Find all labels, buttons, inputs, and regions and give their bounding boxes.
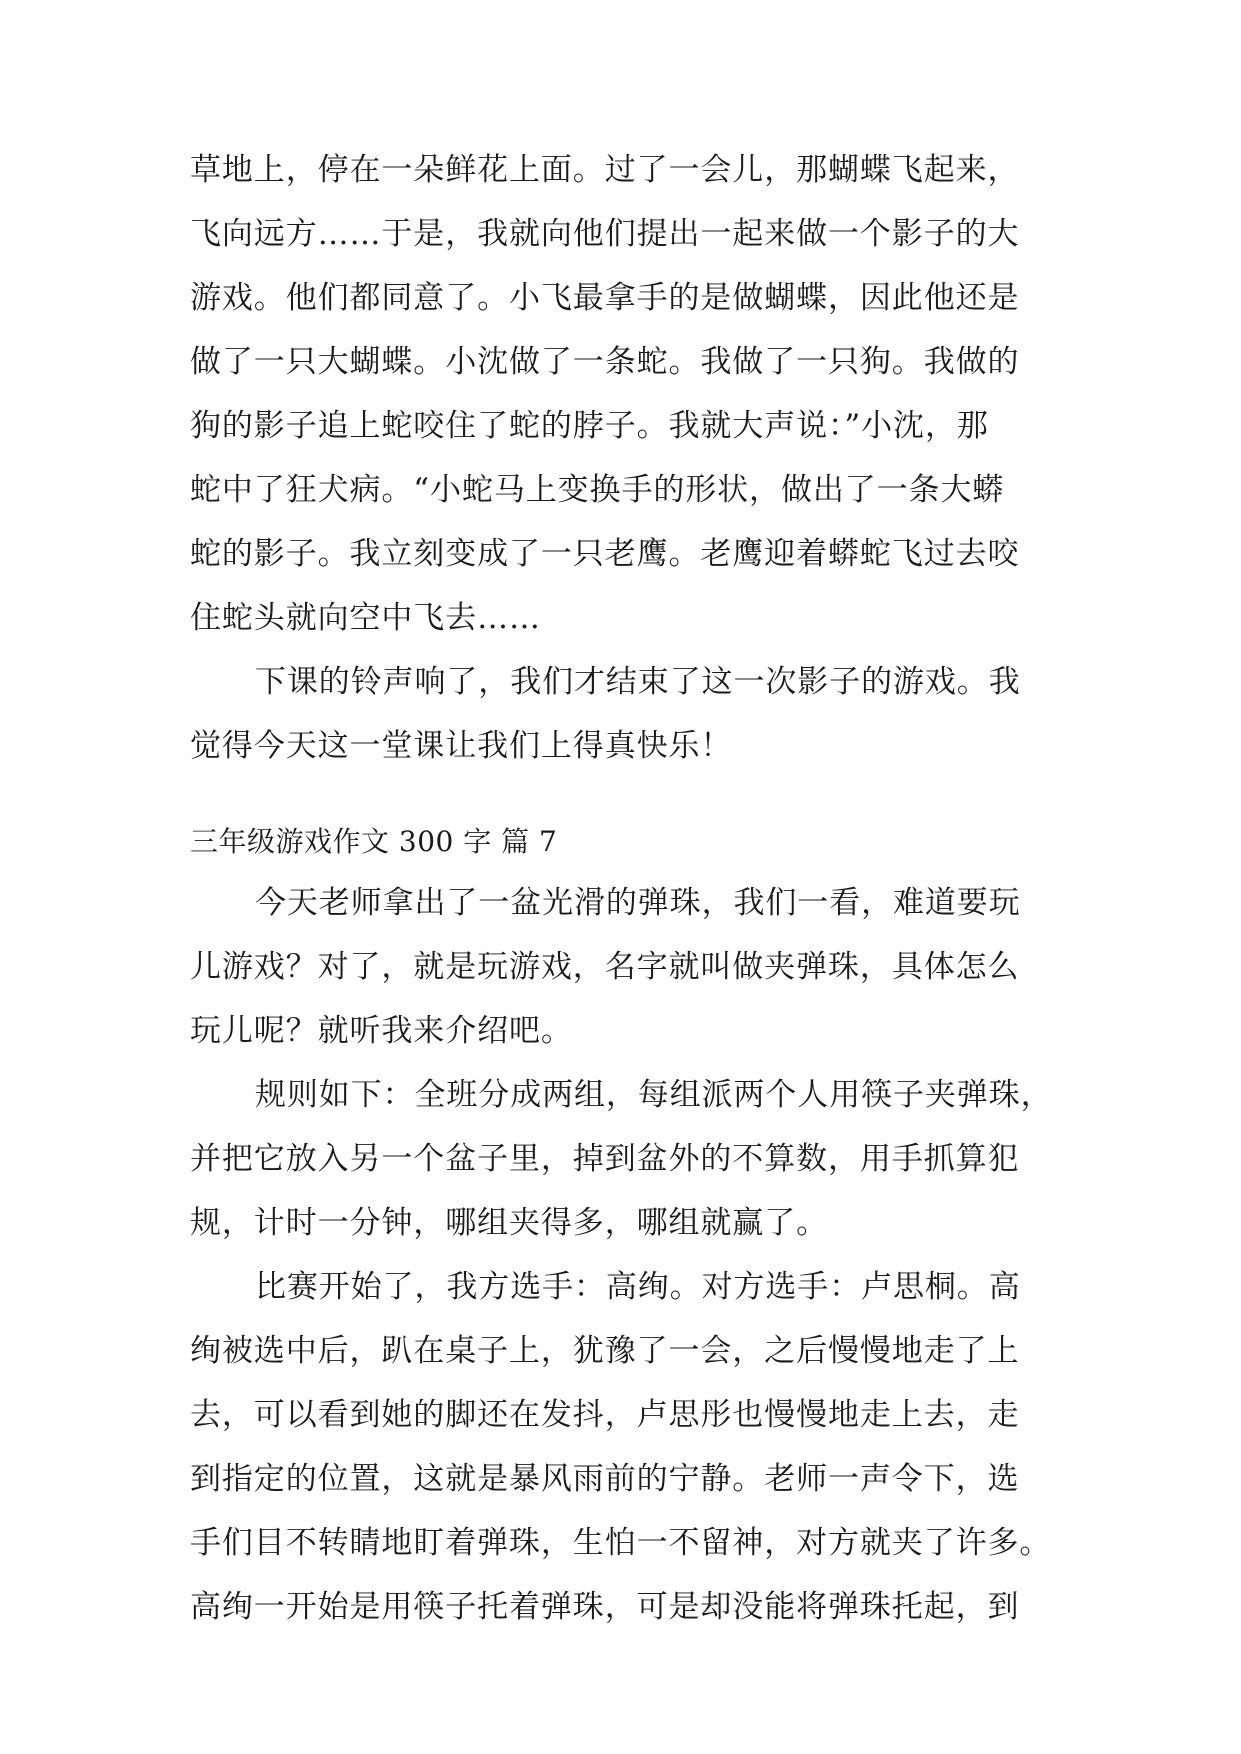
text-line: 觉得今天这一堂课让我们上得真快乐！: [190, 728, 733, 764]
text-line: 飞向远方……于是，我就向他们提出一起来做一个影子的大: [190, 216, 1020, 252]
text-line: 规则如下：全班分成两组，每组派两个人用筷子夹弹珠，: [255, 1077, 1053, 1113]
text-line: 儿游戏？对了，就是玩游戏，名字就叫做夹弹珠，具体怎么: [190, 949, 1020, 985]
text-line: 草地上，停在一朵鲜花上面。过了一会儿，那蝴蝶飞起来，: [190, 152, 1020, 188]
text-line: 做了一只大蝴蝶。小沈做了一条蛇。我做了一只狗。我做的: [190, 344, 1020, 380]
text-line: 绚被选中后，趴在桌子上，犹豫了一会，之后慢慢地走了上: [190, 1333, 1020, 1369]
text-line: 比赛开始了，我方选手：高绚。对方选手：卢思桐。高: [255, 1269, 1021, 1305]
text-line: 手们目不转睛地盯着弹珠，生怕一不留神，对方就夹了许多。: [190, 1525, 1052, 1561]
text-line: 高绚一开始是用筷子托着弹珠，可是却没能将弹珠托起，到: [190, 1589, 1020, 1625]
text-line: 今天老师拿出了一盆光滑的弹珠，我们一看，难道要玩: [255, 885, 1021, 921]
text-line: 游戏。他们都同意了。小飞最拿手的是做蝴蝶，因此他还是: [190, 280, 1020, 316]
text-line: 狗的影子追上蛇咬住了蛇的脖子。我就大声说：”小沈，那: [190, 408, 989, 444]
section-title: 三年级游戏作文 300 字 篇 7: [190, 825, 558, 858]
text-line: 下课的铃声响了，我们才结束了这一次影子的游戏。我: [255, 664, 1021, 700]
text-line: 蛇的影子。我立刻变成了一只老鹰。老鹰迎着蟒蛇飞过去咬: [190, 536, 1020, 572]
text-line: 蛇中了狂犬病。“小蛇马上变换手的形状，做出了一条大蟒: [190, 472, 1005, 508]
text-line: 玩儿呢？就听我来介绍吧。: [190, 1013, 573, 1049]
text-line: 规，计时一分钟，哪组夹得多，哪组就赢了。: [190, 1205, 828, 1241]
text-line: 到指定的位置，这就是暴风雨前的宁静。老师一声令下，选: [190, 1461, 1020, 1497]
text-line: 住蛇头就向空中飞去……: [190, 600, 541, 636]
text-line: 并把它放入另一个盆子里，掉到盆外的不算数，用手抓算犯: [190, 1141, 1020, 1177]
text-line: 去，可以看到她的脚还在发抖，卢思彤也慢慢地走上去，走: [190, 1397, 1020, 1433]
